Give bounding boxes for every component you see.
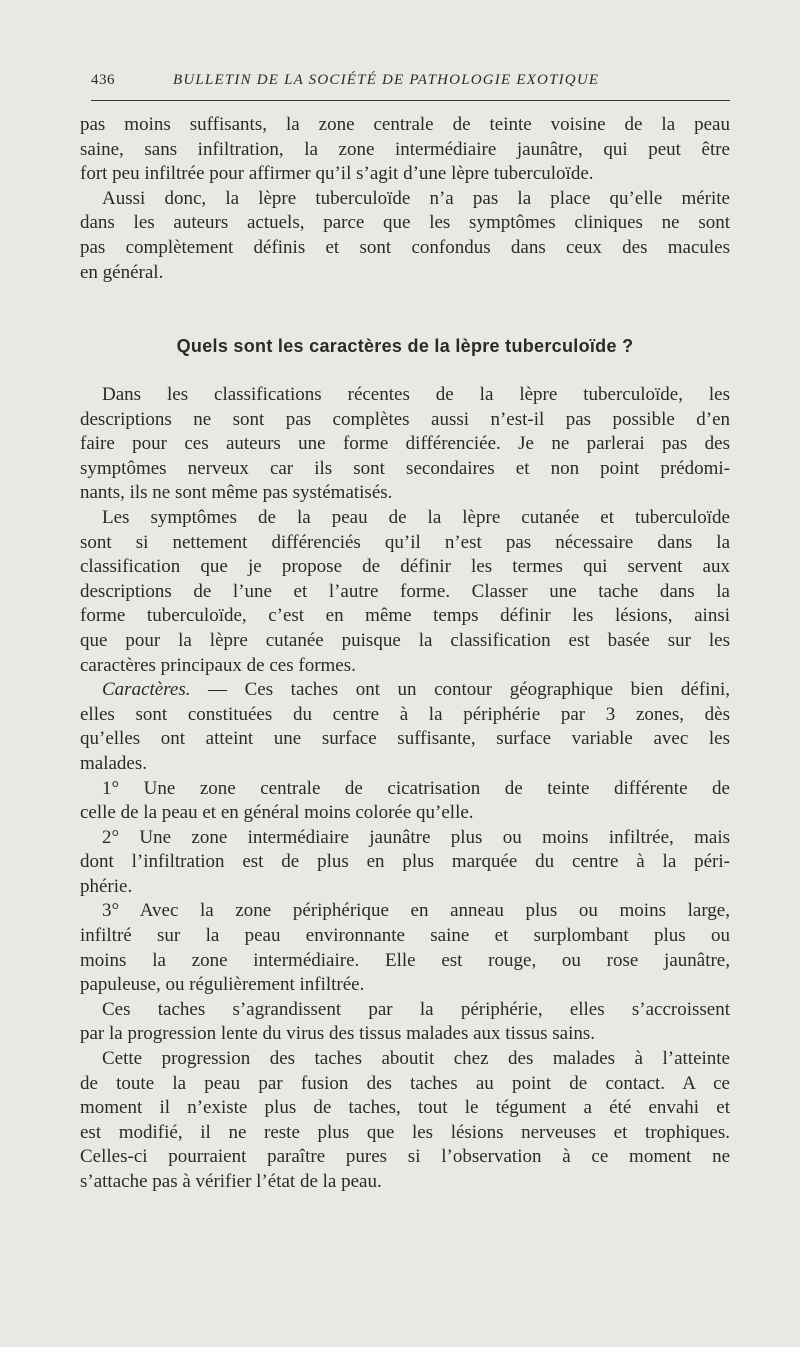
intro-paragraphs: [80, 113, 730, 285]
text-line: que pour la lèpre cutanée puisque la classification est basée sur les: [80, 629, 730, 651]
text-line: Cette progression des taches aboutit chez des malades à l’atteinte: [102, 1048, 730, 1070]
text-line: Ces taches s’agrandissent par la périphérie, elles s’accroissent: [102, 998, 730, 1020]
text-line: Les symptômes de la peau de la lèpre cutanée et tuberculoïde: [102, 506, 730, 528]
page-number: 436: [91, 72, 115, 88]
text-line: celle de la peau et en général moins colorée qu’elle.: [80, 802, 474, 824]
caracteres-label: Caractères.: [102, 679, 191, 701]
section-heading: Quels sont les caractères de la lèpre tuberculoïde ?: [176, 336, 634, 356]
text-line: papuleuse, ou régulièrement infiltrée.: [80, 974, 365, 996]
text-line: en général.: [80, 261, 164, 283]
text-line: dans les auteurs actuels, parce que les symptômes cliniques ne sont: [80, 212, 730, 234]
text-line: saine, sans infiltration, la zone intermédiaire jaunâtre, qui peut être: [80, 138, 730, 160]
header-rule: [91, 100, 730, 101]
text-line: symptômes nerveux car ils sont secondaires et non point prédomi-: [80, 457, 730, 479]
running-head: [91, 72, 731, 98]
text-line: caractères principaux de ces formes.: [80, 654, 356, 676]
text-line: pas complètement définis et sont confondus dans ceux des macules: [80, 236, 730, 258]
journal-title: BULLETIN DE LA SOCIÉTÉ DE PATHOLOGIE EXOTIQUE: [173, 72, 600, 88]
text-line: qu’elles ont atteint une surface suffisante, surface variable avec les: [80, 728, 730, 750]
caracteres-text: — Ces taches ont un contour géographique bien défini,: [190, 679, 730, 701]
body-paragraphs: [80, 383, 730, 1195]
text-line: dont l’infiltration est de plus en plus marquée du centre à la péri-: [80, 851, 730, 873]
text-line: sont si nettement différenciés qu’il n’est pas nécessaire dans la: [80, 531, 730, 553]
text-line: descriptions ne sont pas complètes aussi n’est-il pas possible d’en: [80, 408, 730, 430]
text-line: 2° Une zone intermédiaire jaunâtre plus ou moins infiltrée, mais: [102, 826, 730, 848]
text-line: s’attache pas à vérifier l’état de la peau.: [80, 1171, 382, 1192]
text-line: moins la zone intermédiaire. Elle est rouge, ou rose jaunâtre,: [80, 949, 730, 971]
text-line: par la progression lente du virus des tissus malades aux tissus sains.: [80, 1023, 596, 1045]
text-line: est modifié, il ne reste plus que les lésions nerveuses et trophiques.: [80, 1121, 730, 1143]
text-line: descriptions de l’une et l’autre forme. Classer une tache dans la: [80, 580, 730, 602]
text-line: moment il n’existe plus de taches, tout le tégument a été envahi et: [80, 1097, 730, 1119]
text-line: pas moins suffisants, la zone centrale de teinte voisine de la peau: [80, 114, 730, 135]
text-line: 1° Une zone centrale de cicatrisation de teinte différente de: [102, 777, 730, 799]
text-line: nants, ils ne sont même pas systématisés.: [80, 482, 393, 504]
text-line: elles sont constituées du centre à la périphérie par 3 zones, dès: [80, 703, 730, 725]
text-line: forme tuberculoïde, c’est en même temps définir les lésions, ainsi: [80, 605, 730, 627]
text-line: faire pour ces auteurs une forme différenciée. Je ne parlerai pas des: [80, 433, 730, 455]
text-line: 3° Avec la zone périphérique en anneau plus ou moins large,: [102, 900, 730, 922]
text-line: classification que je propose de définir les termes qui servent aux: [80, 556, 730, 578]
text-line: malades.: [80, 752, 148, 774]
text-line: infiltré sur la peau environnante saine et surplombant plus ou: [80, 925, 730, 947]
text-line: phérie.: [80, 875, 133, 897]
text-line: Dans les classifications récentes de la lèpre tuberculoïde, les: [102, 384, 730, 405]
text-line: Celles-ci pourraient paraître pures si l’observation à ce moment ne: [80, 1146, 730, 1168]
text-line: [80, 678, 730, 703]
text-line: fort peu infiltrée pour affirmer qu’il s’agit d’une lèpre tuberculoïde.: [80, 163, 594, 185]
text-line: de toute la peau par fusion des taches au point de contact. A ce: [80, 1072, 730, 1094]
text-line: Aussi donc, la lèpre tuberculoïde n’a pas la place qu’elle mérite: [102, 187, 730, 209]
